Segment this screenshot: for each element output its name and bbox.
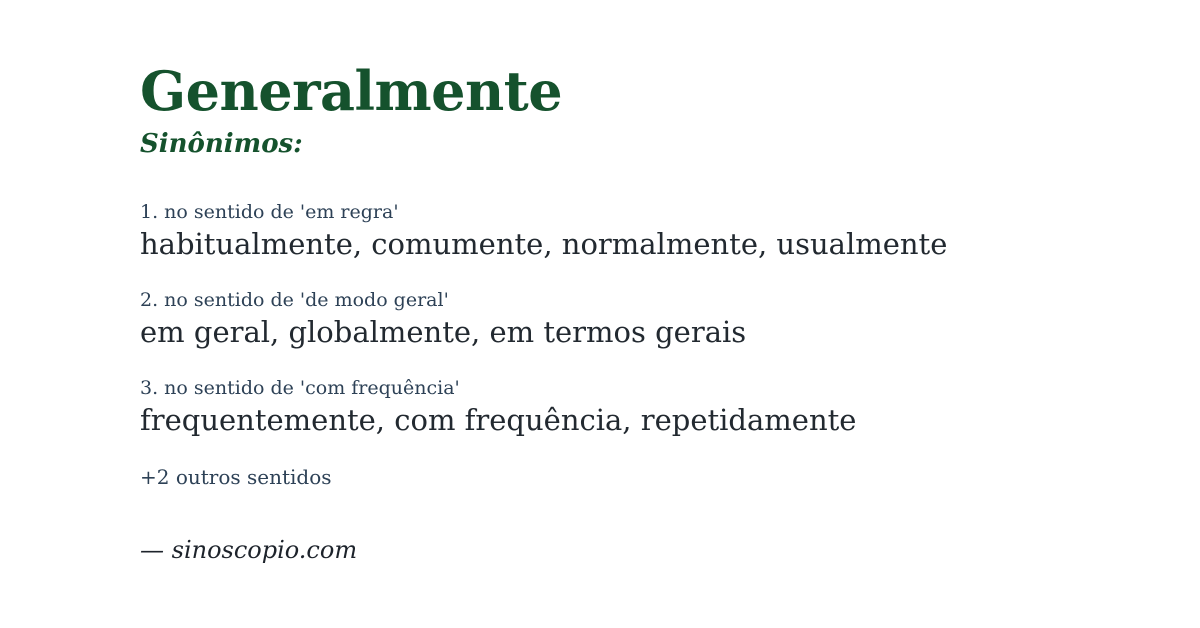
source-attribution: — sinoscopio.com [140,535,358,564]
sense-synonyms: habitualmente, comumente, normalmente, usualmente [140,227,948,262]
sense-synonyms: em geral, globalmente, em termos gerais [140,315,747,350]
sense-item-3 [140,377,1140,439]
sense-label: 3. no sentido de 'com frequência' [140,376,460,399]
more-senses-note: +2 outros sentidos [140,464,332,489]
sense-item-2 [140,289,1140,351]
sense-label: 2. no sentido de 'de modo geral' [140,288,449,311]
page-title: Generalmente [140,59,563,123]
sense-item-1 [140,201,1140,263]
synonyms-subtitle: Sinônimos: [140,129,303,160]
sense-synonyms: frequentemente, com frequência, repetidamente [140,403,857,438]
senses-list [140,201,1140,439]
sense-label: 1. no sentido de 'em regra' [140,200,399,223]
